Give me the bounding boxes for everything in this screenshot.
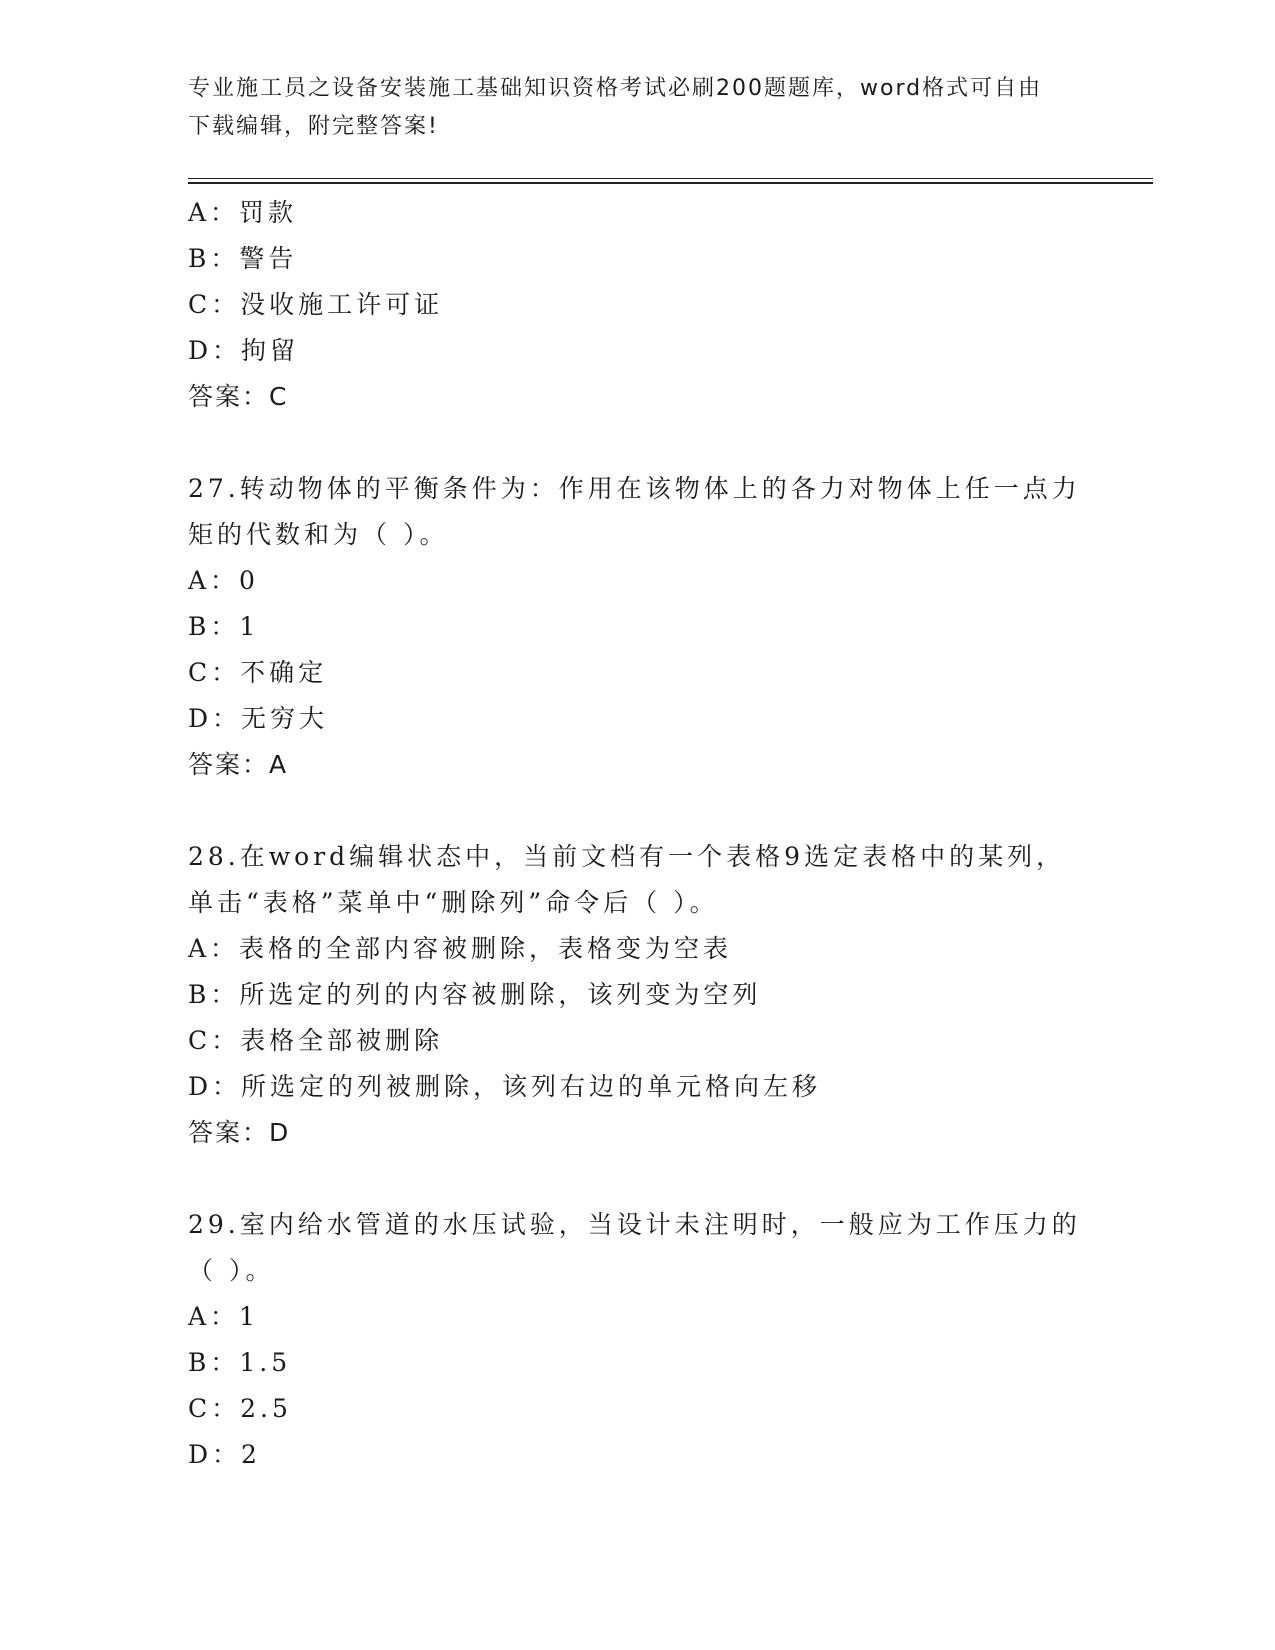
option-b: B：1 xyxy=(188,612,260,641)
question-list xyxy=(188,190,1088,1478)
header-title-line2: 下载编辑，附完整答案! xyxy=(188,114,439,139)
header-rule-thick xyxy=(188,182,1153,184)
answer: 答案：C xyxy=(188,382,289,411)
page-header xyxy=(188,70,1088,146)
option-c: C：2.5 xyxy=(188,1394,292,1423)
option-b: B：警告 xyxy=(188,244,298,273)
question-28 xyxy=(188,834,1088,1156)
option-d: D：拘留 xyxy=(188,336,300,365)
question-27 xyxy=(188,466,1088,788)
answer: 答案：A xyxy=(188,750,289,779)
option-c: C：没收施工许可证 xyxy=(188,290,444,319)
option-a: A：0 xyxy=(188,566,259,595)
option-b: B：1.5 xyxy=(188,1348,292,1377)
question-stem-line2: 单击“表格”菜单中“删除列”命令后（ ）。 xyxy=(188,888,719,917)
question-29 xyxy=(188,1202,1088,1478)
answer: 答案：D xyxy=(188,1118,291,1147)
option-b: B：所选定的列的内容被删除，该列变为空列 xyxy=(188,980,762,1009)
spacer xyxy=(188,788,1088,834)
option-d: D：无穷大 xyxy=(188,704,329,733)
header-rule-thin xyxy=(188,178,1153,179)
question-stem-line2: （ ）。 xyxy=(188,1256,275,1285)
spacer xyxy=(188,420,1088,466)
option-d: D：所选定的列被删除，该列右边的单元格向左移 xyxy=(188,1072,822,1101)
option-c: C：表格全部被删除 xyxy=(188,1026,444,1055)
option-a: A：罚款 xyxy=(188,198,298,227)
option-a: A：表格的全部内容被删除，表格变为空表 xyxy=(188,934,733,963)
question-26-tail xyxy=(188,190,1088,420)
spacer xyxy=(188,1156,1088,1202)
option-a: A：1 xyxy=(188,1302,259,1331)
question-stem-line1: 27.转动物体的平衡条件为：作用在该物体上的各力对物体上任一点力 xyxy=(188,474,1081,503)
question-stem-line1: 28.在word编辑状态中，当前文档有一个表格9选定表格中的某列， xyxy=(188,842,1066,871)
question-stem-line2: 矩的代数和为（ ）。 xyxy=(188,520,449,549)
header-title-line1: 专业施工员之设备安装施工基础知识资格考试必刷200题题库，word格式可自由 xyxy=(188,76,1043,101)
option-c: C：不确定 xyxy=(188,658,328,687)
option-d: D：2 xyxy=(188,1440,261,1469)
question-stem-line1: 29.室内给水管道的水压试验，当设计未注明时，一般应为工作压力的 xyxy=(188,1210,1081,1239)
